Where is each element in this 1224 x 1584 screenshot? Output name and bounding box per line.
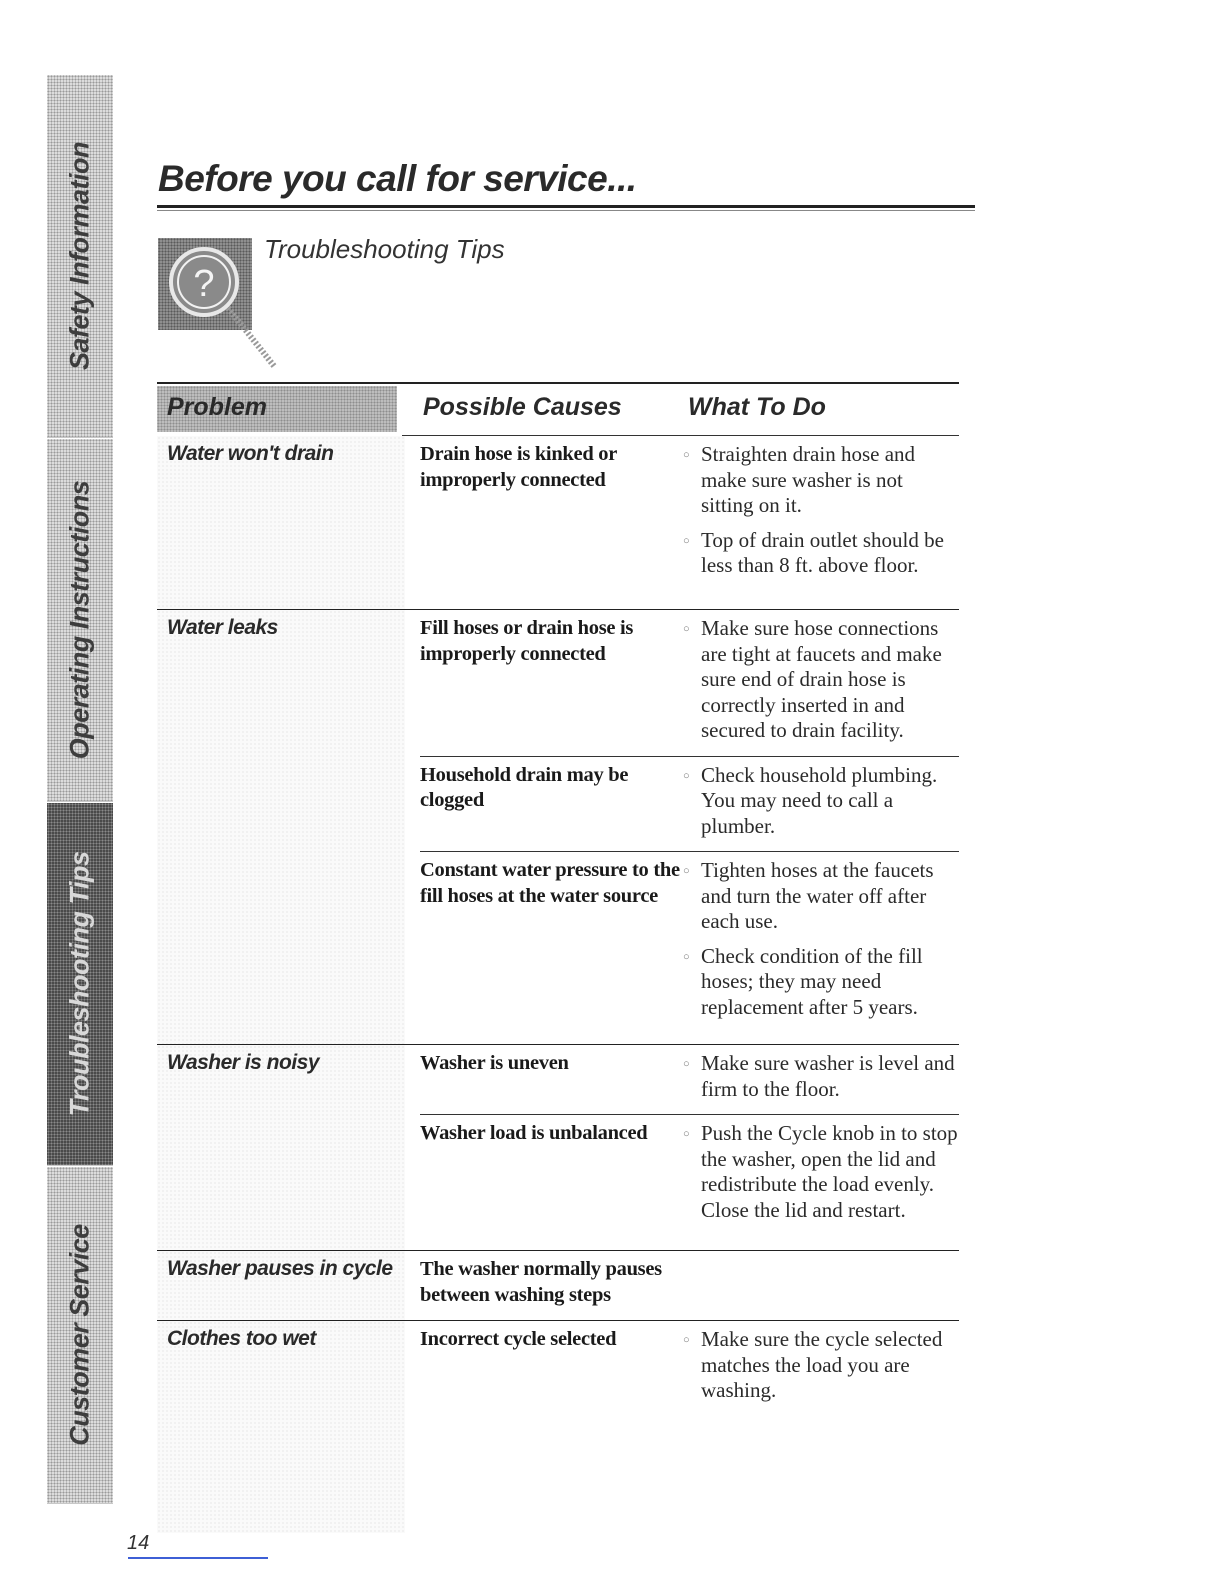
- action-text: Make sure the cycle selected matches the load you are washing.: [701, 1327, 943, 1402]
- tab-label: Customer Service: [64, 1224, 95, 1446]
- action-item: [683, 1327, 959, 1404]
- cause-row: [420, 756, 959, 852]
- tab-safety-information[interactable]: [47, 75, 113, 438]
- cause-row: [420, 610, 959, 756]
- tab-label: Troubleshooting Tips: [64, 851, 95, 1117]
- possible-cause: Washer load is unbalanced: [420, 1122, 648, 1144]
- header-problem: Problem: [167, 393, 268, 421]
- table-row: [157, 609, 959, 1044]
- tab-operating-instructions[interactable]: [47, 439, 113, 802]
- action-item: [683, 858, 959, 935]
- problem-cell: [157, 1251, 405, 1320]
- problem-cell: [157, 1321, 405, 1533]
- title-rule-thin: [157, 210, 975, 211]
- section-title: Troubleshooting Tips: [264, 234, 505, 264]
- tab-label: Operating Instructions: [64, 480, 95, 760]
- troubleshooting-table: [157, 382, 959, 1533]
- possible-cause: Household drain may be clogged: [420, 763, 629, 811]
- causes-group: [420, 436, 959, 591]
- what-to-do: [683, 1327, 959, 1404]
- causes-group: [420, 1251, 959, 1320]
- possible-cause: Constant water pressure to the fill hoses at the water source: [420, 859, 680, 907]
- bullet-icon: ○: [683, 449, 690, 461]
- action-text: Check condition of the fill hoses; they may need replacement after 5 years.: [701, 943, 923, 1019]
- causes-group: [420, 1321, 959, 1416]
- table-row: [157, 1320, 959, 1533]
- cause-row: [420, 1114, 959, 1235]
- bullet-icon: ○: [683, 534, 690, 547]
- cause-row: [420, 851, 959, 1032]
- svg-text:?: ?: [193, 263, 215, 305]
- page-number: 14: [127, 1532, 150, 1554]
- bullet-icon: ○: [683, 1334, 690, 1346]
- bullet-icon: ○: [683, 769, 690, 782]
- problem-cell: [157, 610, 405, 1044]
- what-to-do: [683, 1051, 959, 1102]
- action-text: Straighten drain hose and make sure washer is not sitting on it.: [701, 442, 916, 517]
- bullet-icon: ○: [683, 1058, 690, 1070]
- tab-label: Safety Information: [64, 141, 95, 371]
- action-item: [683, 763, 959, 840]
- tab-customer-service[interactable]: [47, 1167, 113, 1504]
- action-text: Tighten hoses at the faucets and turn the water off after each use.: [701, 858, 934, 933]
- causes-group: [420, 1045, 959, 1235]
- footer-line: [128, 1557, 268, 1559]
- problem-label: Washer pauses in cycle: [167, 1257, 393, 1280]
- cause-row: [420, 1045, 959, 1114]
- problem-label: Washer is noisy: [167, 1051, 320, 1074]
- possible-cause: Washer is uneven: [420, 1052, 569, 1074]
- causes-group: [420, 610, 959, 1032]
- problem-label: Water won't drain: [167, 442, 334, 465]
- side-navigation: [47, 75, 113, 1503]
- cause-row: [420, 436, 959, 591]
- what-to-do: [720, 1257, 959, 1308]
- what-to-do: [683, 763, 959, 840]
- header-what-to-do: What To Do: [688, 393, 826, 421]
- what-to-do: [683, 858, 959, 1020]
- table-row: [157, 436, 959, 609]
- possible-cause: The washer normally pauses between washing steps: [420, 1258, 662, 1306]
- table-body: [157, 436, 959, 1533]
- action-item: [683, 442, 959, 519]
- cause-row: [420, 1251, 959, 1320]
- action-item: [683, 616, 959, 744]
- table-row: [157, 1250, 959, 1320]
- action-item: [683, 528, 959, 579]
- bullet-icon: ○: [683, 950, 690, 963]
- problem-cell: [157, 436, 405, 609]
- action-text: Make sure washer is level and firm to the floor.: [701, 1051, 955, 1101]
- action-item: [683, 1121, 959, 1223]
- tab-troubleshooting-tips[interactable]: [47, 803, 113, 1166]
- possible-cause: Fill hoses or drain hose is improperly connected: [420, 617, 634, 665]
- action-text: Check household plumbing. You may need to call a plumber.: [701, 762, 938, 838]
- table-header: [157, 382, 959, 436]
- bullet-icon: ○: [683, 1128, 690, 1140]
- header-possible-causes: Possible Causes: [423, 393, 622, 421]
- action-text: Push the Cycle knob in to stop the washer, open the lid and redistribute the load evenly. Close the lid and restart.: [701, 1121, 958, 1222]
- possible-cause: Drain hose is kinked or improperly connected: [420, 443, 617, 491]
- action-item: [683, 944, 959, 1021]
- what-to-do: [683, 1121, 959, 1223]
- possible-cause: Incorrect cycle selected: [420, 1328, 617, 1350]
- title-rule: [157, 205, 975, 208]
- problem-cell: [157, 1045, 405, 1250]
- action-text: Make sure hose connections are tight at faucets and make sure end of drain hose is correctly inserted in and secured to drain facility.: [701, 616, 942, 742]
- problem-label: Water leaks: [167, 616, 278, 639]
- bullet-icon: ○: [683, 623, 690, 635]
- what-to-do: [683, 616, 959, 744]
- action-text: Top of drain outlet should be less than 8 ft. above floor.: [701, 527, 944, 577]
- table-row: [157, 1044, 959, 1250]
- bullet-icon: ○: [683, 865, 690, 877]
- page-title: Before you call for service...: [158, 158, 637, 199]
- problem-label: Clothes too wet: [167, 1327, 316, 1350]
- action-item: [683, 1051, 959, 1102]
- cause-row: [420, 1321, 959, 1416]
- what-to-do: [683, 442, 959, 579]
